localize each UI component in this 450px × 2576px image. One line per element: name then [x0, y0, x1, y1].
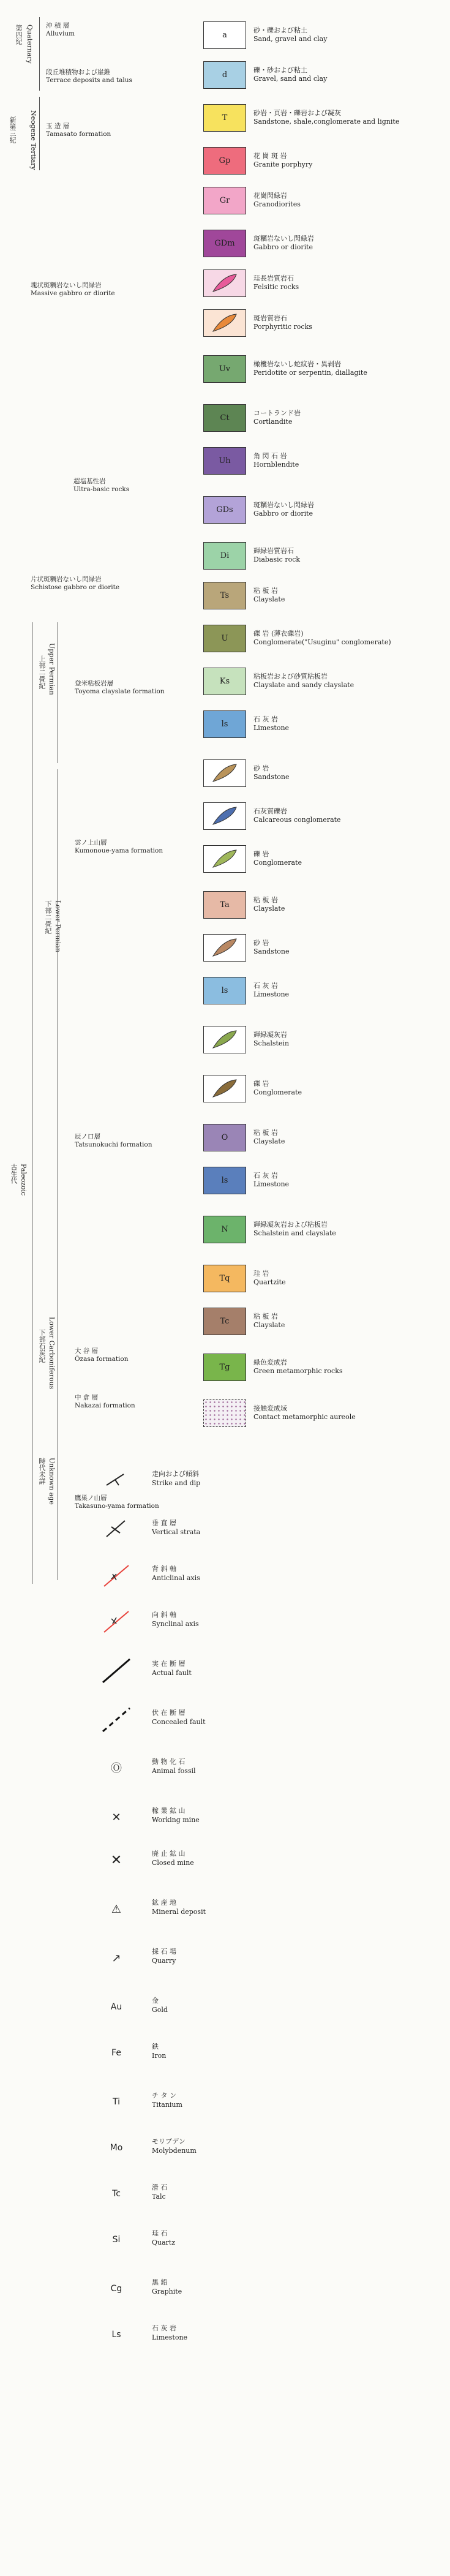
symbol-label-jp: 稼 業 鉱 山 [152, 1807, 186, 1815]
legend-swatch-O [203, 1124, 246, 1151]
legend-label-en: Gravel, sand and clay [253, 75, 328, 83]
legend-label-jp: 粘 板 岩 [253, 896, 278, 904]
symbol-label-jp: 向 斜 軸 [152, 1611, 176, 1619]
legend-label [253, 501, 314, 518]
symbol-label-en: Vertical strata [152, 1528, 201, 1536]
symbol-label-en: Titanium [152, 2101, 182, 2109]
formation: 雲ノ上山層 Kumonoue-yama formation [75, 839, 163, 854]
legend-label [253, 1312, 285, 1330]
era-en: Lower Permian [54, 900, 62, 952]
legend-label-jp: 石 灰 岩 [253, 982, 278, 990]
legend-label [253, 152, 312, 169]
lithology-pattern-icon [204, 846, 245, 872]
symbol-label [152, 2042, 166, 2060]
legend-label-en: Sandstone [253, 773, 290, 781]
legend-label [253, 360, 367, 377]
symbol-label [152, 2091, 182, 2109]
legend-code: O [221, 1133, 228, 1142]
legend-code: Ks [219, 677, 230, 686]
symbol-label [152, 1708, 206, 1727]
legend-label-en: Gabbro or diorite [253, 510, 313, 518]
legend-label-jp: 輝緑凝灰岩および粘板岩 [253, 1221, 328, 1229]
formation: 超塩基性岩 Ultra-basic rocks [73, 478, 130, 493]
symbol-label [152, 2229, 175, 2247]
legend-label-jp: 粘 板 岩 [253, 587, 278, 595]
legend-label-en: Clayslate [253, 1137, 285, 1145]
legend-label [253, 1172, 289, 1189]
symbol-label-jp: 動 物 化 石 [152, 1758, 186, 1766]
mo-icon: Mo [110, 2143, 123, 2153]
era-jp: 下部石炭紀 [38, 1329, 46, 1363]
era-en: Paleozoic [20, 1164, 28, 1196]
legend-code: T [222, 113, 228, 122]
legend-swatch-GDm [203, 230, 246, 257]
symbol-label-jp: 鉱 産 地 [152, 1899, 176, 1907]
legend-label-jp: 接触変成域 [253, 1404, 287, 1412]
legend-label-jp: 礫 岩 (薄衣礫岩) [253, 630, 304, 638]
legend-swatch-sh [203, 1026, 246, 1053]
era-en: Quaternary [26, 24, 34, 64]
legend-label [253, 850, 302, 867]
legend-label-en: Clayslate [253, 1321, 285, 1329]
legend-label-jp: 礫 岩 [253, 850, 269, 858]
vertical-strata-icon [98, 1516, 135, 1543]
working-mine-icon: ✕ [111, 1811, 121, 1824]
legend-label [253, 1080, 302, 1097]
era-upper-permian [36, 631, 60, 753]
symbol-label [152, 1898, 206, 1916]
symbol-label-en: Strike and dip [152, 1479, 201, 1487]
legend-swatch-cg [203, 845, 246, 873]
era-jp: 時代未詳 [38, 1458, 46, 1485]
legend-label-jp: 斑糲岩ないし閃緑岩 [253, 501, 314, 509]
legend-swatch-GDs [203, 496, 246, 524]
legend-code: Di [220, 551, 230, 560]
legend-label-en: Clayslate and sandy clayslate [253, 681, 354, 689]
cg-icon: Cg [110, 2284, 122, 2294]
legend-label-jp: 花 崗 斑 岩 [253, 152, 287, 160]
formation: 大 谷 層 Ôzasa formation [75, 1347, 129, 1363]
anticline-icon [98, 1562, 135, 1589]
era-lower-carboniferous [36, 1317, 60, 1439]
symbol-label-jp: 背 斜 軸 [152, 1565, 176, 1573]
strike-dip-icon [98, 1467, 135, 1494]
symbol-label-en: Anticlinal axis [152, 1574, 200, 1582]
legend-code: Ct [220, 413, 230, 423]
legend-code: Ta [220, 900, 230, 910]
symbol-label-en: Talc [152, 2193, 166, 2201]
legend-swatch-a [203, 21, 246, 49]
legend-label-en: Limestone [253, 990, 290, 998]
legend-swatch-Uh [203, 447, 246, 475]
bracket [39, 17, 40, 91]
legend-code: Tc [220, 1317, 230, 1326]
symbol-label-en: Working mine [152, 1816, 200, 1824]
legend-label-en: Calcareous conglomerate [253, 816, 341, 824]
era-neogene [7, 98, 38, 196]
legend-label-en: Diabasic rock [253, 555, 301, 563]
legend-label [253, 939, 290, 956]
legend-label [253, 26, 327, 43]
legend-code: ls [221, 720, 228, 729]
legend-code: Tg [219, 1363, 230, 1372]
symbol-label [152, 1947, 176, 1965]
formation: 登米粘板岩層 Toyoma clayslate formation [75, 680, 165, 695]
legend-code: Gp [219, 156, 231, 165]
legend-label-jp: 礫・砂および粘土 [253, 66, 307, 74]
symbol-label [152, 2183, 168, 2201]
legend-swatch-Tq [203, 1265, 246, 1292]
legend-label [253, 896, 285, 913]
legend-label-jp: 角 閃 石 岩 [253, 452, 287, 460]
closed-mine-icon: ✕ [110, 1853, 122, 1868]
legend-code: Uv [219, 364, 231, 374]
legend-label [253, 409, 301, 426]
era-unknown-age [36, 1452, 60, 1574]
legend-label [253, 1270, 286, 1287]
legend-label [253, 1031, 289, 1048]
symbol-label [152, 1564, 200, 1583]
symbol-label-en: Synclinal axis [152, 1620, 199, 1628]
legend-label-en: Conglomerate("Usuginu" conglomerate) [253, 638, 391, 646]
mineral-icon: ⚠ [111, 1903, 122, 1916]
legend-swatch-Ks [203, 668, 246, 695]
legend-code: U [221, 634, 228, 643]
legend-label-jp: 礫 岩 [253, 1080, 269, 1088]
era-en: Upper Permian [48, 643, 56, 695]
legend-label-en: Limestone [253, 1180, 290, 1188]
legend-swatch-Di [203, 542, 246, 570]
symbol-label [152, 2278, 182, 2296]
era-paleozoic [9, 1164, 33, 1298]
legend-code: Uh [219, 456, 231, 465]
legend-swatch-F [203, 269, 246, 297]
symbol-label-jp: 伏 在 断 層 [152, 1709, 186, 1717]
quarry-icon: ↗ [111, 1952, 121, 1965]
legend-label-en: Hornblendite [253, 461, 299, 469]
fault-icon [98, 1657, 135, 1684]
legend-code: Ts [220, 591, 230, 600]
formation: 鷹巣ノ山層 Takasuno-yama formation [75, 1494, 159, 1510]
symbol-label-en: Concealed fault [152, 1718, 206, 1726]
lithology-pattern-icon [204, 1027, 245, 1052]
fossil-icon: Ⓞ [111, 1762, 122, 1775]
legend-label [253, 109, 399, 126]
legend-label-en: Green metamorphic rocks [253, 1367, 343, 1375]
era-jp: 上部二畳紀 [38, 655, 46, 689]
legend-label-en: Limestone [253, 724, 290, 732]
formation: 玉 造 層 Tamasato formation [46, 122, 111, 138]
legend-label [253, 764, 290, 781]
legend-code: ls [221, 1176, 228, 1185]
legend-label-en: Sandstone [253, 947, 290, 955]
legend-label-en: Granodiorites [253, 200, 301, 208]
legend-code: GDm [214, 239, 235, 248]
lithology-pattern-icon [204, 311, 245, 336]
symbol-label-en: Quartz [152, 2239, 176, 2246]
legend-label-en: Schalstein and clayslate [253, 1229, 336, 1237]
symbol-label-jp: 黒 鉛 [152, 2278, 168, 2286]
au-icon: Au [110, 2002, 122, 2012]
legend-label-jp: 砂岩・頁岩・礫岩および凝灰 [253, 109, 341, 117]
lithology-pattern-icon [204, 1076, 245, 1101]
legend-swatch-Tg [203, 1354, 246, 1381]
legend-swatch-d [203, 61, 246, 89]
symbol-label-en: Gold [152, 2006, 168, 2014]
legend-swatch-Uv [203, 355, 246, 383]
lithology-pattern-icon [204, 271, 245, 296]
legend-code: Tq [219, 1274, 230, 1283]
legend-label-jp: 粘板岩および砂質粘板岩 [253, 672, 328, 680]
legend-label [253, 192, 301, 209]
symbol-label-jp: 実 在 断 層 [152, 1660, 186, 1668]
legend-label-en: Sandstone, shale,conglomerate and lignite [253, 118, 400, 126]
legend-label [253, 1129, 285, 1146]
symbol-label-jp: 鉄 [152, 2043, 159, 2051]
legend-label-jp: 珪 岩 [253, 1270, 269, 1278]
legend-label-en: Clayslate [253, 595, 285, 603]
legend-label-jp: 珪長岩質岩石 [253, 274, 294, 282]
symbol-label [152, 1757, 196, 1776]
symbol-label-en: Limestone [152, 2333, 188, 2341]
legend-label [253, 66, 327, 83]
symbol-label [152, 1518, 200, 1537]
syncline-icon [98, 1608, 135, 1635]
legend-swatch-Tc [203, 1308, 246, 1335]
legend-label-jp: 砂・礫および粘土 [253, 26, 307, 34]
legend-swatch-Pr [203, 309, 246, 337]
formation: 片状斑糲岩ないし閃緑岩 Schistose gabbro or diorite [31, 576, 120, 591]
legend-label-en: Quartzite [253, 1278, 286, 1286]
legend-label-jp: 輝緑岩質岩石 [253, 547, 294, 555]
legend-label-jp: 花崗閃緑岩 [253, 192, 287, 200]
formation: 中 倉 層 Nakazai formation [75, 1394, 135, 1409]
legend-label [253, 314, 312, 331]
legend-code: d [222, 70, 228, 80]
symbol-label-en: Graphite [152, 2288, 182, 2295]
era-quaternary [13, 24, 38, 92]
legend-label-jp: 砂 岩 [253, 764, 269, 772]
legend-swatch-cc [203, 802, 246, 830]
legend-label [253, 715, 289, 733]
era-lower-permian [43, 882, 67, 1090]
era-jp: 古生代 [10, 1164, 18, 1184]
legend-label [253, 587, 285, 604]
symbol-label [152, 1996, 168, 2014]
legend-swatch-ts [203, 934, 246, 962]
symbol-label-jp: 石 灰 岩 [152, 2324, 176, 2332]
formation: 沖 積 層 Alluvium [46, 22, 75, 37]
tc-icon: Tc [112, 2189, 121, 2199]
legend-swatch-Ct [203, 404, 246, 432]
ti-icon: Ti [112, 2097, 120, 2107]
symbol-label-en: Mineral deposit [152, 1908, 206, 1916]
legend-label [253, 274, 299, 292]
legend-code: GDs [216, 505, 233, 514]
legend-swatch-ls [203, 710, 246, 738]
lithology-pattern-icon [204, 761, 245, 786]
formation: 段丘堆積物および崖錐 Terrace deposits and talus [46, 69, 132, 84]
symbol-label-jp: 滑 石 [152, 2183, 168, 2191]
legend-code: N [221, 1225, 228, 1234]
lithology-pattern-icon [204, 804, 245, 829]
legend-swatch-N [203, 1216, 246, 1243]
legend-label-en: Gabbro or diorite [253, 243, 313, 251]
symbol-label-en: Molybdenum [152, 2147, 197, 2155]
legend-swatch-T [203, 104, 246, 132]
symbol-label [152, 1849, 194, 1867]
era-en: Lower Carboniferous [48, 1317, 56, 1390]
legend-label [253, 452, 299, 469]
symbol-label-jp: チ タ ン [152, 2092, 176, 2100]
legend-code: a [222, 31, 227, 40]
legend-label-en: Sand, gravel and clay [253, 35, 328, 43]
lithology-pattern-icon [204, 935, 245, 960]
legend-swatch-ls [203, 977, 246, 1004]
legend-label-jp: 橄欖岩ないし蛇紋岩・異剥岩 [253, 360, 341, 368]
legend-label [253, 982, 289, 999]
legend-swatch-aureole [203, 1399, 246, 1427]
formation: 辰ノ口層 Tatsunokuchi formation [75, 1133, 152, 1148]
concealed-fault-icon [98, 1706, 135, 1733]
legend-label-jp: 石 灰 岩 [253, 715, 278, 723]
legend-label-en: Conglomerate [253, 1088, 302, 1096]
symbol-label-jp: 走向および傾斜 [152, 1470, 199, 1478]
symbol-label-en: Actual fault [152, 1669, 192, 1677]
legend-label-jp: 石灰質礫岩 [253, 807, 287, 815]
fe-icon: Fe [111, 2048, 121, 2058]
symbol-label-en: Animal fossil [152, 1767, 196, 1775]
legend-label-jp: 斑岩質岩石 [253, 314, 287, 322]
legend-label-en: Clayslate [253, 905, 285, 913]
symbol-label [152, 1659, 192, 1678]
legend-label [253, 1358, 343, 1376]
legend-swatch-Ts [203, 582, 246, 609]
era-jp: 第四紀 [15, 24, 23, 45]
symbol-label-jp: 採 石 場 [152, 1948, 176, 1956]
si-icon: Si [112, 2235, 121, 2245]
legend-label-en: Felsitic rocks [253, 283, 299, 291]
legend-swatch-Gr [203, 187, 246, 214]
symbol-label-jp: 廃 止 鉱 山 [152, 1850, 186, 1858]
formation: 塊状斑糲岩ないし閃緑岩 Massive gabbro or diorite [31, 282, 115, 297]
legend-label-jp: コートランド岩 [253, 409, 301, 417]
era-jp: 新第三紀 [9, 116, 17, 143]
legend-label-jp: 粘 板 岩 [253, 1312, 278, 1320]
legend-label-jp: 輝緑凝灰岩 [253, 1031, 287, 1039]
symbol-label-en: Quarry [152, 1957, 176, 1965]
legend-label [253, 1404, 356, 1422]
legend-label-en: Peridotite or serpentin, diallagite [253, 369, 367, 377]
symbol-label-en: Closed mine [152, 1859, 194, 1867]
legend-label-jp: 緑色変成岩 [253, 1358, 287, 1366]
legend-swatch-ss [203, 759, 246, 787]
symbol-label-jp: モリブデン [152, 2137, 186, 2145]
legend-swatch-Ta [203, 891, 246, 919]
era-en: Neogene Tertiary [29, 110, 37, 170]
legend-label [253, 630, 391, 647]
symbol-label [152, 2324, 187, 2342]
legend-code: ls [221, 986, 228, 995]
legend-label-jp: 粘 板 岩 [253, 1129, 278, 1137]
legend-code: Gr [219, 196, 230, 205]
legend-swatch-tc [203, 1075, 246, 1102]
symbol-label [152, 2137, 197, 2155]
legend-label-en: Porphyritic rocks [253, 323, 312, 331]
legend-label [253, 672, 354, 690]
legend-label-en: Schalstein [253, 1039, 290, 1047]
symbol-label [152, 1806, 200, 1825]
ls-icon: Ls [111, 2330, 121, 2340]
symbol-label [152, 1469, 200, 1488]
legend-swatch-ls [203, 1167, 246, 1194]
era-en: Unknown age [48, 1458, 56, 1505]
symbol-label-jp: 金 [152, 1997, 159, 2005]
bracket [39, 97, 40, 170]
symbol-label [152, 1610, 199, 1629]
legend-label-en: Conglomerate [253, 859, 302, 867]
legend-swatch-U [203, 625, 246, 652]
legend-label-jp: 砂 岩 [253, 939, 269, 947]
legend-label-en: Cortlandite [253, 418, 293, 426]
symbol-label-jp: 垂 直 層 [152, 1519, 176, 1527]
legend-label-en: Contact metamorphic aureole [253, 1413, 356, 1421]
legend-label-en: Granite porphyry [253, 160, 313, 168]
legend-swatch-Gp [203, 147, 246, 175]
era-jp: 下部二畳紀 [44, 900, 52, 934]
legend-label [253, 235, 314, 252]
legend-label [253, 547, 300, 564]
symbol-label-en: Iron [152, 2052, 167, 2060]
legend-label [253, 1221, 336, 1238]
symbol-label-jp: 珪 石 [152, 2229, 168, 2237]
legend-label-jp: 石 灰 岩 [253, 1172, 278, 1180]
legend-label [253, 807, 341, 824]
legend-label-jp: 斑糲岩ないし閃緑岩 [253, 235, 314, 243]
